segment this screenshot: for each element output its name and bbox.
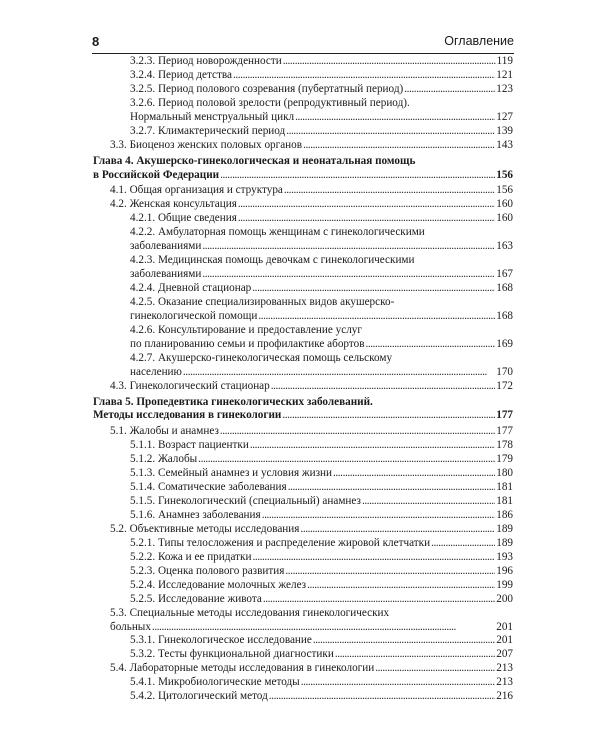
dot-leader xyxy=(431,537,495,551)
toc-page-number: 156 xyxy=(496,184,513,197)
dot-leader xyxy=(285,565,495,579)
toc-page-number: 213 xyxy=(496,676,513,689)
toc-entry xyxy=(0,55,600,69)
toc-entry-title: 4.2.6. Консультирование и предоставление услуг xyxy=(130,323,362,336)
toc-entry xyxy=(0,198,600,212)
running-header xyxy=(92,34,514,50)
toc-entry xyxy=(0,254,600,282)
toc-page-number: 200 xyxy=(496,592,513,605)
toc-page-number: 189 xyxy=(496,536,513,549)
dot-leader xyxy=(283,55,496,69)
toc-entry-title: 4.2.7. Акушерско-гинекологическая помощь сельскому xyxy=(130,351,393,364)
dot-leader xyxy=(300,523,495,537)
toc-entry xyxy=(0,324,600,352)
dot-leader xyxy=(238,198,495,212)
toc-page-number: 216 xyxy=(496,690,513,703)
toc-entry-title: 5.2.1. Типы телосложения и распределение жировой клетчатки xyxy=(130,536,431,549)
toc-entry xyxy=(0,296,600,324)
toc-chapter xyxy=(0,155,600,183)
toc-entry-title: 5.1.5. Гинекологический (специальный) анамнез xyxy=(130,495,361,508)
toc-entry-title: Методы исследования в гинекологии xyxy=(93,409,282,422)
toc-entry xyxy=(0,607,600,635)
toc-page-number: 121 xyxy=(496,68,513,81)
dot-leader xyxy=(262,509,496,523)
toc-entry xyxy=(0,453,600,467)
toc-entry-title: 5.3. Специальные методы исследования гинекологических xyxy=(110,606,390,619)
toc-page-number: 213 xyxy=(496,662,513,675)
toc-entry xyxy=(0,676,600,690)
toc-entry xyxy=(0,523,600,537)
dot-leader xyxy=(152,621,495,635)
dot-leader xyxy=(286,125,495,139)
toc-entry xyxy=(0,282,600,296)
toc-page-number: 189 xyxy=(496,522,513,535)
toc-page-number: 179 xyxy=(496,453,513,466)
toc-entry-title: 5.2.5. Исследование живота xyxy=(130,592,262,605)
toc-page-number: 139 xyxy=(496,124,513,137)
toc-entry xyxy=(0,648,600,662)
toc-page-number: 143 xyxy=(496,138,513,151)
toc-entry-title: 5.2.2. Кожа и ее придатки xyxy=(130,550,252,563)
toc-page-number: 172 xyxy=(496,379,513,392)
toc-entry-title: 5.3.2. Тесты функциональной диагностики xyxy=(130,648,334,661)
toc-entry xyxy=(0,467,600,481)
toc-entry xyxy=(0,125,600,139)
toc-page-number: 201 xyxy=(496,620,513,633)
toc-entry-title: 5.1.1. Возраст пациентки xyxy=(130,439,249,452)
toc-page-number: 160 xyxy=(496,198,513,211)
toc-page-number: 156 xyxy=(496,168,513,181)
toc-page-number: 177 xyxy=(496,425,513,438)
toc-entry-title: Нормальный менструальный цикл xyxy=(130,110,295,123)
toc-page-number: 167 xyxy=(496,268,513,281)
dot-leader xyxy=(252,282,495,296)
dot-leader xyxy=(288,481,496,495)
dot-leader xyxy=(375,662,495,676)
dot-leader xyxy=(250,439,495,453)
dot-leader xyxy=(282,409,495,423)
toc-entry-title: 5.3.1. Гинекологическое исследование xyxy=(130,634,312,647)
toc-entry xyxy=(0,212,600,226)
toc-page-number: 178 xyxy=(496,439,513,452)
toc-entry xyxy=(0,495,600,509)
toc-entry xyxy=(0,551,600,565)
toc-entry xyxy=(0,184,600,198)
toc-entry-title: 5.1. Жалобы и анамнез xyxy=(110,425,219,438)
toc-entry xyxy=(0,662,600,676)
toc-entry xyxy=(0,634,600,648)
toc-entry-title: 4.1. Общая организация и структура xyxy=(110,184,283,197)
toc-entry xyxy=(0,380,600,394)
running-title: Оглавление xyxy=(444,34,514,48)
toc-entry-title: 5.4.1. Микробиологические методы xyxy=(130,676,300,689)
toc-entry-title: 4.2.1. Общие сведения xyxy=(130,212,237,225)
toc-entry xyxy=(0,537,600,551)
dot-leader xyxy=(233,69,495,83)
toc-page-number: 193 xyxy=(496,550,513,563)
toc-page-number: 123 xyxy=(496,82,513,95)
dot-leader xyxy=(284,184,495,198)
dot-leader xyxy=(295,111,495,125)
toc-page-number: 181 xyxy=(496,481,513,494)
toc-page-number: 180 xyxy=(496,467,513,480)
dot-leader xyxy=(220,169,495,183)
toc-entry-title: 5.1.2. Жалобы xyxy=(130,453,198,466)
dot-leader xyxy=(252,551,495,565)
toc-page-number: 199 xyxy=(496,578,513,591)
toc-entry xyxy=(0,97,600,125)
toc-entry-title: 4.3. Гинекологический стационар xyxy=(110,379,270,392)
dot-leader xyxy=(263,593,495,607)
dot-leader xyxy=(301,676,496,690)
dot-leader xyxy=(307,579,495,593)
toc-entry xyxy=(0,439,600,453)
dot-leader xyxy=(202,240,495,254)
toc-entry-title: 5.2. Объективные методы исследования xyxy=(110,522,300,535)
dot-leader xyxy=(365,338,495,352)
toc-page-number: 186 xyxy=(496,509,513,521)
toc-entry-title: гинекологической помощи xyxy=(130,309,258,322)
dot-leader xyxy=(220,425,495,439)
dot-leader xyxy=(258,310,495,324)
toc-entry xyxy=(0,593,600,607)
toc-entry xyxy=(0,509,600,523)
toc-entry-title: 5.2.3. Оценка полового развития xyxy=(130,564,285,577)
dot-leader xyxy=(183,366,495,380)
dot-leader xyxy=(404,83,495,97)
toc-entry-title: 5.4.2. Цитологический метод xyxy=(130,690,268,703)
toc-entry-title: заболеваниями xyxy=(130,240,202,253)
table-of-contents xyxy=(0,55,600,704)
toc-page-number: 168 xyxy=(496,282,513,294)
toc-chapter xyxy=(0,396,600,424)
toc-entry-title: по планированию семьи и профилактике абортов xyxy=(130,337,365,350)
toc-entry xyxy=(0,139,600,153)
dot-leader xyxy=(335,648,495,662)
dot-leader xyxy=(238,212,495,226)
toc-entry-title: 3.2.5. Период полового созревания (пубертатный период) xyxy=(130,82,404,95)
toc-page-number: 169 xyxy=(496,337,513,350)
toc-entry-title: 5.1.4. Соматические заболевания xyxy=(130,481,287,494)
toc-page-number: 119 xyxy=(496,55,513,67)
toc-entry xyxy=(0,579,600,593)
toc-page-number: 168 xyxy=(496,309,513,322)
dot-leader xyxy=(202,268,495,282)
toc-entry-title: 4.2.2. Амбулаторная помощь женщинам с гинекологическими xyxy=(130,226,425,239)
toc-entry-title: 3.2.3. Период новорожденности xyxy=(130,55,282,67)
toc-entry-title: заболеваниями xyxy=(130,268,202,281)
dot-leader xyxy=(269,690,495,704)
dot-leader xyxy=(333,467,495,481)
toc-entry xyxy=(0,83,600,97)
dot-leader xyxy=(313,634,495,648)
dot-leader xyxy=(198,453,495,467)
dot-leader xyxy=(303,139,495,153)
dot-leader xyxy=(271,380,495,394)
toc-entry-title: 3.2.6. Период половой зрелости (репродуктивный период). xyxy=(130,96,410,109)
toc-entry xyxy=(0,352,600,380)
toc-page-number: 201 xyxy=(496,634,513,647)
toc-entry-title: 3.2.7. Климактерический период xyxy=(130,124,286,137)
toc-entry xyxy=(0,226,600,254)
toc-entry-title: 5.1.6. Анамнез заболевания xyxy=(130,509,261,521)
toc-page-number: 160 xyxy=(496,212,513,225)
toc-page-number: 196 xyxy=(496,564,513,577)
toc-entry-title: Глава 4. Акушерско-гинекологическая и неонатальная помощь xyxy=(93,154,416,167)
toc-entry xyxy=(0,69,600,83)
toc-entry xyxy=(0,690,600,704)
page-number: 8 xyxy=(92,34,100,49)
toc-entry-title: 3.3. Биоценоз женских половых органов xyxy=(110,138,303,151)
dot-leader xyxy=(362,495,495,509)
toc-entry-title: 4.2.5. Оказание специализированных видов акушерско- xyxy=(130,295,395,308)
toc-entry-title: 4.2.3. Медицинская помощь девочкам с гинекологическими xyxy=(130,254,415,267)
toc-entry-title: 5.4. Лабораторные методы исследования в гинекологии xyxy=(110,662,375,675)
toc-entry-title: населению xyxy=(130,365,182,378)
toc-page-number: 127 xyxy=(496,110,513,123)
toc-page-number: 170 xyxy=(496,365,513,378)
toc-entry-title: Глава 5. Пропедевтика гинекологических заболеваний. xyxy=(93,395,373,408)
toc-entry-title: 5.2.4. Исследование молочных желез xyxy=(130,578,307,591)
toc-page-number: 207 xyxy=(496,648,513,661)
toc-entry xyxy=(0,565,600,579)
toc-page-number: 163 xyxy=(496,240,513,253)
toc-entry xyxy=(0,425,600,439)
toc-entry-title: 4.2.4. Дневной стационар xyxy=(130,282,252,294)
toc-entry-title: 3.2.4. Период детства xyxy=(130,68,232,81)
toc-entry-title: 4.2. Женская консультация xyxy=(110,198,237,211)
header-rule xyxy=(92,53,514,54)
toc-entry-title: в Российской Федерации xyxy=(93,168,220,181)
toc-entry-title: 5.1.3. Семейный анамнез и условия жизни xyxy=(130,467,332,480)
toc-entry xyxy=(0,481,600,495)
toc-page-number: 181 xyxy=(496,495,513,508)
toc-entry-title: больных xyxy=(110,620,151,633)
toc-page-number: 177 xyxy=(496,409,513,422)
